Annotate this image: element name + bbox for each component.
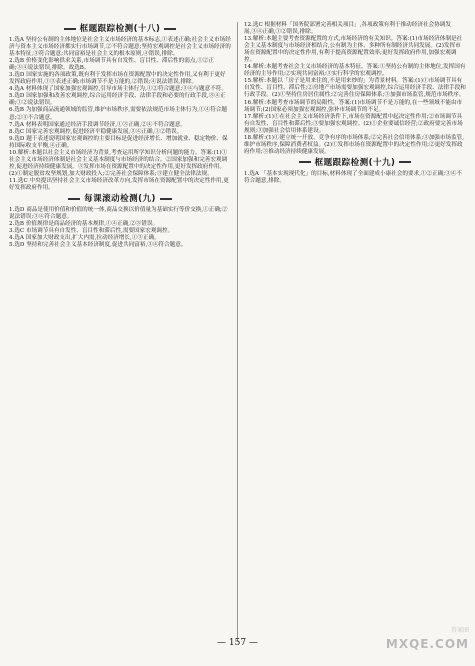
answer-item: 5.选D 国家加强和改善宏观调控,综合运用经济手段、法律手段和必要的行政手段,③④正确;①②说法错误。: [9, 93, 226, 107]
answer-item: 4.选A 国家加大财政支出,扩大内需,拉动经济增长,①③正确。: [9, 235, 160, 242]
answer-item: 3.选D 国家实施的各项政策,既有利于发挥市场在资源配置中的决定性作用,又有利于更好发挥政府作用,①③表述正确;市场调节不是万能的,②错误;④说法错误,排除。: [9, 72, 226, 86]
right-column: [244, 22, 466, 185]
answer-item: 8.选C 国家完善宏观调控,促进经济平稳健康发展,③④正确,①②错误。: [9, 128, 183, 135]
left-column: [9, 22, 231, 249]
watermark-logo: MXQE.COM: [385, 637, 469, 651]
answer-item: 5.选D 坚持和完善社会主义基本经济制度,促进共同富裕,③④符合题意。: [9, 242, 187, 249]
column-divider: [237, 22, 238, 642]
heading-text: 框题跟踪检测(十八): [79, 24, 161, 34]
answer-item: 6.选B 为加强商品流通领域的监管,维护市场秩序,需要依法规范市场主体行为,①④符合题意;②③不合题意。: [9, 107, 227, 121]
answer-item: 11.选C 中央提出坚持社会主义市场经济改革方向,发挥市场在资源配置中的决定性作用,更好发挥政府作用。: [9, 177, 229, 191]
watermark-caption: 答案圈: [450, 627, 469, 634]
answer-item: 16.解析:本题考查市场调节的局限性。答案:(1)市场调节不是万能的,在一些领域不能由市场调节;(2)国家必须加强宏观调控,弥补市场调节的不足。: [244, 99, 463, 113]
answer-item: 1.选A 「基本实现现代化」的目标,材料体现了全面建成小康社会的要求,①②正确;③④不符合题意,排除。: [244, 170, 462, 184]
answer-item: 14.解析:本题考查社会主义市场经济的基本特征。答案:①坚持公有制的主体地位,发挥国有经济的主导作用;②实现共同富裕;③实行科学的宏观调控。: [244, 64, 466, 78]
answer-item: 4.选A 材料体现了国家加强宏观调控,引导市场主体行为,①②符合题意;③④与题意不符。: [9, 86, 227, 93]
section-heading-9: [9, 193, 231, 205]
answer-item: 10.解析:本题以社会主义市场经济为背景,考查运用所学知识分析问题的能力。答案:(1)①社会主义市场经济体制是社会主义基本制度与市场经济的结合。②国家加强和完善宏观调控,促进经济持续健康发展。③发挥市场在资源配置中的决定性作用,更好发挥政府作用。(2)①制定脱贫攻坚规划,加大财政投入;②完善社会保障体系;③建立健全法律法规。: [9, 149, 228, 177]
section-heading-18: [9, 23, 231, 35]
heading-bar-left: [299, 161, 311, 163]
answer-item: 17.解析:(1)①在社会主义市场经济条件下,市场在资源配置中起决定性作用;②市场调节具有自发性、盲目性和滞后性;③要加强宏观调控。(2)①企业要诚信经营;②政府要完善市场规则;③加强社会信用体系建设。: [244, 113, 463, 134]
heading-bar-right: [399, 161, 411, 163]
answer-item: 2.选B 价格变化影响供求关系,市场调节具有自发性、盲目性、滞后性的弱点,①②正确;③④说法错误,排除。故选B。: [9, 58, 214, 72]
heading-bar-left: [64, 28, 76, 30]
answer-item: 12.选C 根据材料「国务院部署完善相关项目」,各项政策有利于推动经济社会协调发展,③④正确,①②错误,排除。: [244, 22, 451, 36]
heading-text: 框题跟踪检测(十九): [314, 157, 396, 168]
heading-bar-right: [160, 198, 172, 200]
page-number: — 157 —: [217, 638, 258, 648]
answer-item: 2.选B 价值规律是商品经济的基本规律,①④正确,②③错误。: [9, 221, 159, 228]
section-heading-19: [244, 157, 466, 169]
answer-item: 13.解析:本题主要考查资源配置的方式,市场经济的有关知识。答案:(1)市场经济体制是社会主义基本制度与市场经济相结合,公有制为主体、多种所有制经济共同发展。(2)发挥市场在资源配置中的决定性作用,有利于提高资源配置效率;更好发挥政府作用,加强宏观调控。: [244, 36, 463, 64]
answer-item: 1.选A 坚持公有制的主体地位是社会主义市场经济的基本标志,①表述正确;社会主义市场经济与资本主义市场经济都实行市场调节,②不符合题意;坚持宏观调控是社会主义市场经济的基本特征,③符合题意;共同富裕是社会主义的根本原则,④错误,排除。: [9, 37, 231, 58]
answer-item: 9.选D 题干表述说明国家宏观调控的主要目标是促进经济增长、增加就业、稳定物价、保持国际收支平衡,④正确。: [9, 135, 228, 149]
heading-text: 每课滚动检测(九): [84, 194, 156, 205]
answer-item: 3.选C 市场调节具有自发性、盲目性和滞后性,需要国家宏观调控。: [9, 228, 174, 235]
heading-bar-right: [164, 28, 176, 30]
answer-item: 1.选D 商品是使用价值和价值的统一体,商品交换以价值量为基础实行等价交换,①正确;②说法错误;③④符合题意。: [9, 207, 228, 221]
heading-bar-left: [68, 198, 80, 200]
answer-item: 18.解析:(1)①建立统一开放、竞争有序的市场体系;②完善社会信用体系;③加强市场监管,维护市场秩序,保障消费者权益。(2)①发挥市场在资源配置中的决定性作用;②更好发挥政府作用;③推动经济持续健康发展。: [244, 134, 465, 155]
answer-item: 15.解析:本题以「房子是用来住的,不是用来炒的」为背景材料。答案:(1)①市场调节具有自发性、盲目性、滞后性;②房地产市场需要加强宏观调控,综合运用经济手段、法律手段和行政手段。(2)①坚持住房居住属性;②完善住房保障体系;③加强市场监管,规范市场秩序。: [244, 78, 466, 99]
answer-item: 7.选A 材料表明国家通过经济手段调节经济,①③正确,②④不符合题意。: [9, 121, 186, 128]
